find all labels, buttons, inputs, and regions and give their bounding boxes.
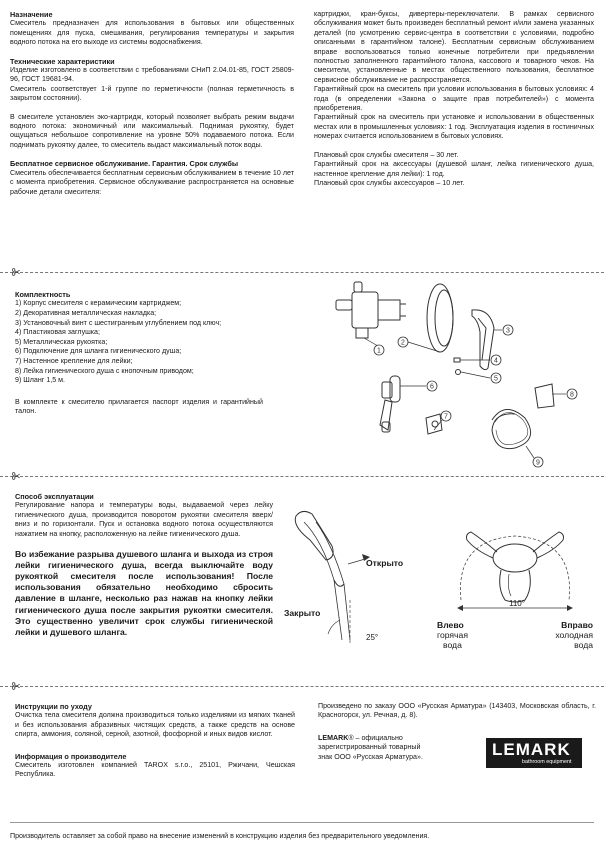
producer-section [318,702,596,721]
callout-1-label: 1 [377,347,381,355]
brand-line-2: зарегистрированный товарный [318,743,421,752]
left-sub-2: вода [443,640,462,650]
purpose-text: Смеситель предназначен для использования в бытовых или общественных помещениях для пуска, смешивания, регулирования температуры и закрытия водного потока на его выходе из системы водоснабжения. [10,19,294,47]
set-screw-drawing [454,358,460,362]
kit-item-4: 4) Пластиковая заглушка; [15,328,100,337]
cut-line [0,686,604,687]
plug-drawing [456,370,461,375]
operation-section [15,492,273,638]
handle-rotation-diagram [435,500,595,660]
brand-line-3: знак ООО «Русская Арматура». [318,752,423,761]
warranty-text-2: Гарантийный срок на смеситель при условии использования в бытовых условиях: 4 года (в определении «Закона о защите прав потребителей») с момента приобретения. [314,85,594,113]
callout-9-label: 9 [536,459,540,467]
scissors-icon [12,472,20,480]
kit-item-5: 5) Металлическая рукоятка; [15,337,108,346]
logo-text: LEMARK [492,740,571,759]
lemark-logo [486,738,582,768]
warranty-text-3: Гарантийный срок на смеситель при установке и использовании в общественных местах или в промышленных условиях: 1 год. Эксплуатация изделия в гостиничных номерах считается использованием в бытовых условиях. [314,113,594,141]
hose-drawing [492,409,531,448]
kit-item-2: 2) Декоративная металлическая накладка; [15,309,157,317]
callout-3-label: 3 [506,327,510,335]
care-text: Очистка тела смесителя должна производиться только изделиями из мягких тканей и без использования абразивных чистящих средств, а также средств на основе спирта, аммония, соляной, серной, азотной, фосфорной и иных видов кислот. [15,711,295,739]
footer-text: Производитель оставляет за собой право на внесение изменений в конструкцию изделия без предварительного уведомления. [10,832,430,840]
callout-7-label: 7 [444,413,448,421]
scissors-icon [12,682,20,690]
maker-title: Информация о производителе [15,751,127,761]
eco-text: В смесителе установлен эко-картридж, который позволяет выбрать режим выдачи водного потока: экономичный или максимальный. Поднимая рукоятку, будет ощущаться небольшое сопротивление на уровне 50% подаваемого потока. Если поднимать рукоятку далее, то смеситель выдаст максимальный поток воды. [10,112,294,149]
care-section [15,702,295,780]
mixer-body-drawing [336,282,406,338]
maker-text: Смеситель изготовлен компанией TAROX s.r.o., 25101, Ржичани, Чешская Республика. [15,761,295,779]
operation-title: Способ эксплуатации [15,492,94,501]
producer-text: Произведено по заказу ООО «Русская Арматура» (143403, Московская область, г. Красногорск, ул. Речная, д. 8). [318,702,596,720]
callout-4-label: 4 [494,357,498,365]
kit-item-8: 8) Лейка гигиенического душа с кнопочным приводом; [15,366,194,375]
closed-label: Закрыто [284,608,321,618]
left-label: Влево [437,620,464,630]
handle-top-view [493,544,537,572]
right-sub-1: холодная [555,630,593,640]
service-life-text: Плановый срок службы смесителя – 30 лет. [314,150,459,159]
kit-item-6: 6) Подключение для шланга гигиенического душа; [15,347,182,356]
wall-holder-drawing [426,414,442,434]
callout-5-label: 5 [494,375,498,383]
tilt-angle-label: 25° [366,633,379,642]
brand-bold: LEMARK [318,734,349,742]
cut-line [0,476,604,477]
care-title: Инструкции по уходу [15,702,92,711]
operation-warning: Во избежание разрыва душевого шланга и выхода из строя лейки гигиенического душа, всегда выключайте воду рукояткой смесителя после использования! После использования обязательно необходимо сбросить давление в шланге, несколько раз нажав на кнопку лейки гигиенического душа после закрытия рукоятки смесителя. Это существенно увеличит срок службы гигиенической лейки и душевого шланга. [15,549,273,637]
tech-title: Технические характеристики [10,56,115,66]
footer-divider [10,822,594,823]
trademark-text [318,734,478,762]
tech-text-2: Смеситель соответствует 1-й группе по герметичности (полная герметичность в закрытом состоянии). [10,84,294,103]
logo-sub: bathroom equipment [522,759,572,765]
kit-list [15,299,280,385]
service-text: Смеситель обеспечивается бесплатным сервисным обслуживанием в течение 10 лет с момента приобретения. Сервисное обслуживание распространяется на основные рабочие детали смесителя: [10,168,294,196]
handle-open-outline [295,511,333,560]
kit-item-9: 9) Шланг 1,5 м. [15,376,66,385]
callout-2-label: 2 [401,339,405,347]
kit-title: Комплектность [15,290,71,299]
parts-exploded-drawing [330,280,590,470]
tech-text-1: Изделие изготовлено в соответствии с требованиями СНиП 2.04.01-85, ГОСТ 25809-96, ГОСТ 19681-94. [10,66,294,84]
handle-tilt-diagram [282,500,432,648]
purpose-title: Назначение [10,10,53,19]
kit-item-3: 3) Установочный винт с шестигранным углублением под ключ; [15,318,222,327]
kit-note: В комплекте к смесителю прилагается паспорт изделия и гарантийный талон. [15,397,263,416]
callout-8-label: 8 [570,391,574,399]
operation-text: Регулирование напора и температуры воды, выдаваемой через лейку гигиенического душа, производится поворотом рукоятки смесителя вверх/вниз и по горизонтали. Пуск и остановка водного потока осуществляются нажатием на кнопку, расположенную на лейке гигиенического душа. [15,501,273,538]
service-title: Бесплатное сервисное обслуживание. Гарантия. Срок службы [10,159,239,169]
wall-bracket-drawing [535,384,554,408]
kit-item-7: 7) Настенное крепление для лейки; [15,356,133,365]
callout-6-label: 6 [430,383,434,391]
right-sub-2: вода [574,640,593,650]
cut-line [0,272,604,273]
warranty-column-right [314,10,594,188]
brand-line-1: ® – официально [348,734,403,742]
kit-section [15,290,280,417]
accessories-life-text: Плановый срок службы аксессуаров – 10 лет. [314,178,465,187]
purpose-column-left [10,10,294,197]
scissors-icon [12,268,20,276]
right-label: Вправо [561,620,593,630]
open-label: Открыто [366,558,404,568]
rotation-angle-label: 110° [509,599,525,608]
left-sub-1: горячая [437,630,468,640]
accessories-warranty-text: Гарантийный срок на аксессуары (душевой шланг, лейка гигиенического душа, настенное крепление для лейки): 1 год. [314,160,594,178]
warranty-text-1: картриджи, кран-буксы, дивертеры-переключатели. В рамках сервисного обслуживания может быть произведен бесплатный ремонт и/или замена указанных деталей (по усмотрению сервис-центра в соответствии с условиями, подробно описанными в гарантийном талоне). Бесплатным сервисным обслуживанием вправе воспользоваться только конечные потребители при предъявлении полностью заполненного гарантийного талона, кассового и товарного чеков. На смесители, установленные в местах общественного пользования, бесплатное сервисное обслуживание не распространяется. [314,10,594,84]
kit-item-1: 1) Корпус смесителя с керамическим картриджем; [15,299,182,308]
